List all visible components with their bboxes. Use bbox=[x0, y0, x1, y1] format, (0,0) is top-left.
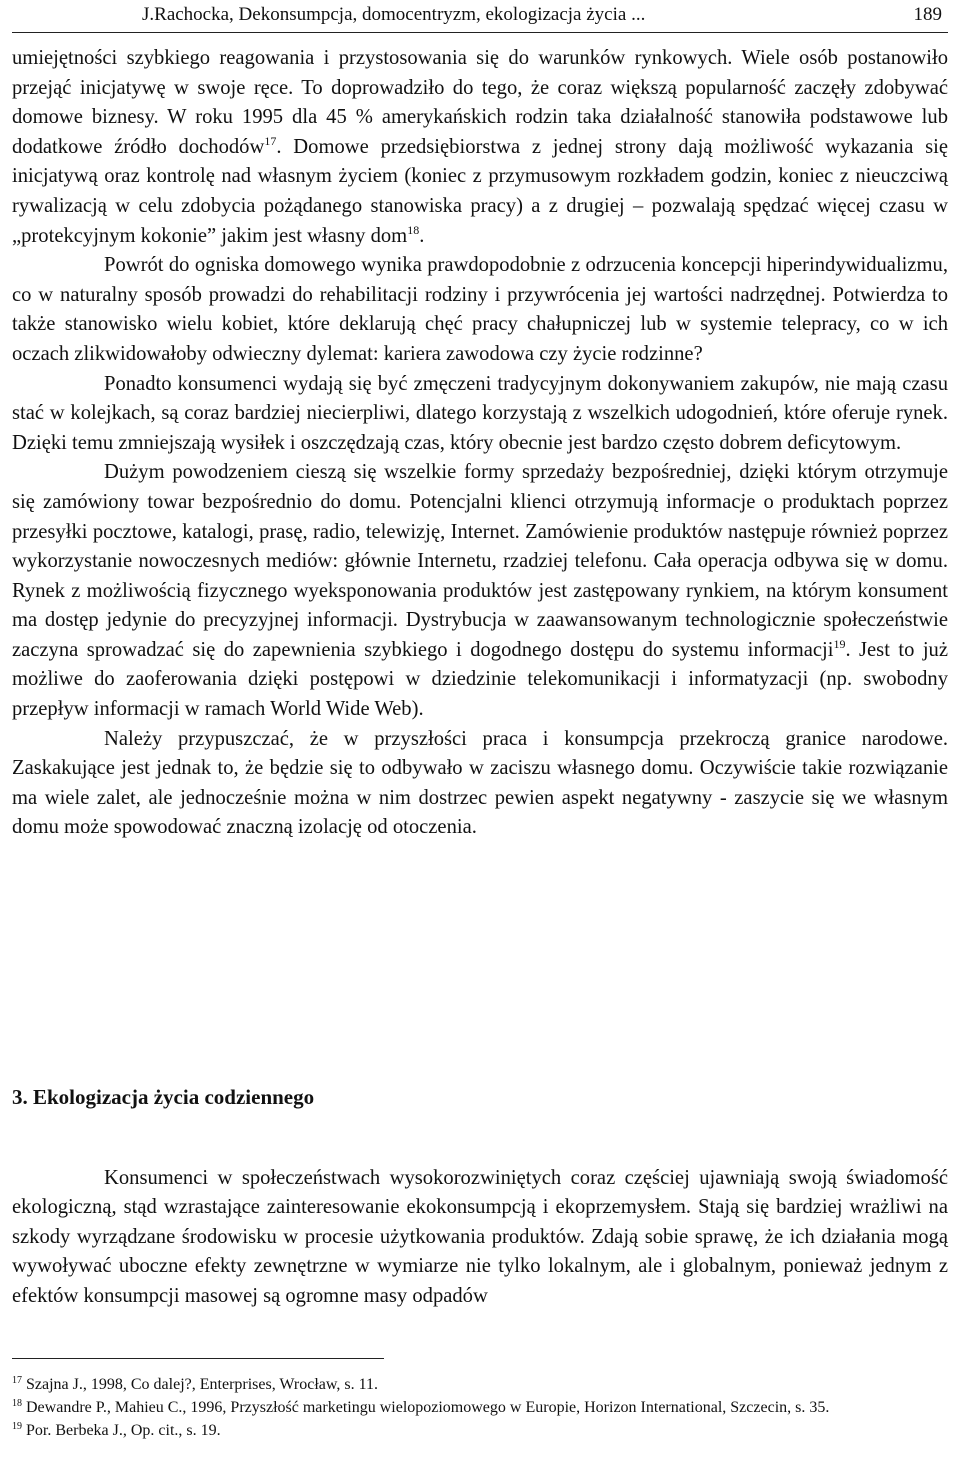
footnote-18 bbox=[12, 1397, 948, 1418]
header-title: J.Rachocka, Dekonsumpcja, domocentryzm, ekologizacja życia ... bbox=[142, 4, 646, 25]
section-body bbox=[12, 1143, 948, 1332]
body-text bbox=[12, 44, 948, 843]
footnotes bbox=[12, 1374, 948, 1443]
footnote-text: Dewandre P., Mahieu C., 1996, Przyszłość marketingu wielopoziomowego w Europie, Horizon International, Szczecin, s. 35. bbox=[26, 1399, 830, 1416]
running-header bbox=[12, 0, 948, 33]
footnote-text: Por. Berbeka J., Op. cit., s. 19. bbox=[26, 1422, 221, 1439]
section-heading: 3. Ekologizacja życia codziennego bbox=[12, 1085, 315, 1109]
footnote-19 bbox=[12, 1420, 948, 1441]
footnote-number: 19 bbox=[12, 1421, 22, 1432]
footnote-ref-17[interactable]: 17 bbox=[264, 133, 277, 148]
paragraph-4: Dużym powodzeniem cieszą się wszelkie formy sprzedaży bezpośredniej, dzięki którym otrzymuje się zamówiony towar bezpośrednio do domu. Potencjalni klienci otrzymują informacje o produktach poprzez przesyłki pocztowe, katalogi, prasę, radio, telewizję, Internet. Zamówienie produktów następuje również poprzez wykorzystanie nowoczesnych mediów: głównie Internetu, rzadziej telefonu. Cała operacja odbywa się w domu. Rynek z możliwością fizycznego wyeksponowania produktów jest zastępowany rynkiem, na którym konsument ma dostęp jedynie do precyzyjnej informacji. Dystrybucja w zaawansowanym technologicznie społeczeństwie zaczyna sprowadzać się do zapewnienia szybkiego i dogodnego dostępu do systemu informacji$^{19}$. Jest to już możliwe do zaoferowania dzięki postępowi w dziedzinie telekomunikacji i informatyzacji (np. swobodny przepływ informacji w ramach World Wide Web). bbox=[12, 461, 948, 721]
paragraph-1: umiejętności szybkiego reagowania i przystosowania się do warunków rynkowych. Wiele osób postanowiło przejąć inicjatywę w swoje ręce. To doprowadziło do tego, że coraz większą popularność zaczęły zdobywać domowe biznesy. W roku 1995 dla 45 % amerykańskich rodzin taka działalność stanowiła podstawowe lub dodatkowe źródło dochodów$^{17}$. Domowe przedsiębiorstwa z jednej strony dają możliwość wykazania się inicjatywą oraz kontrolę nad własnym życiem (koniec z przymusowym rozkładem godzin, koniec z nieuczciwą rywalizacją w celu zdobycia pożądanego stanowiska pracy) a z drugiej – pozwalają spędzać więcej czasu w „protekcyjnym kokonie” jakim jest własny dom$^{18}$. bbox=[12, 47, 948, 247]
footnote-17 bbox=[12, 1374, 948, 1395]
footnote-number: 17 bbox=[12, 1375, 22, 1386]
paragraph-2: Powrót do ogniska domowego wynika prawdopodobnie z odrzucenia koncepcji hiperindywidualizmu, co w naturalny sposób prowadzi do rehabilitacji rodziny i przywrócenia jej wartości nadrzędnej. Potwierdza to także stanowisko wielu kobiet, które deklarują chęć pracy chałupniczej lub w systemie telepracy, co w ich oczach zlikwidowałoby odwieczny dylemat: kariera zawodowa czy życie rodzinne? bbox=[12, 254, 948, 365]
footnote-text: Szajna J., 1998, Co dalej?, Enterprises, Wrocław, s. 11. bbox=[26, 1376, 379, 1393]
footnote-number: 18 bbox=[12, 1398, 22, 1409]
footnote-divider bbox=[12, 1358, 384, 1359]
paragraph-3: Ponadto konsumenci wydają się być zmęczeni tradycyjnym dokonywaniem zakupów, nie mają czasu stać w kolejkach, są coraz bardziej niecierpliwi, dlatego korzystają z wszelkich udogodnień, które oferuje rynek. Dzięki temu zmniejszają wysiłek i oszczędzają czas, który obecnie jest bardzo często dobrem deficytowym. bbox=[12, 372, 948, 454]
footnote-ref-18[interactable]: 18 bbox=[407, 222, 420, 237]
page-number: 189 bbox=[913, 4, 942, 25]
footnote-ref-19[interactable]: 19 bbox=[833, 636, 846, 651]
section-paragraph-1: Konsumenci w społeczeństwach wysokorozwiniętych coraz częściej ujawniają swoją świadomość ekologiczną, stąd wzrastające zainteresowanie ekokonsumpcją i ekoprzemysłem. Stają się bardziej wrażliwi na szkody wyrządzane środowisku w procesie użytkowania produktów. Zdają sobie sprawę, że ich działania mogą wywoływać uboczne efekty zewnętrzne w wymiarze nie tylko lokalnym, ale i globalnym, ponieważ jednym z efektów konsumpcji masowej są ogromne masy odpadów bbox=[12, 1166, 948, 1307]
paragraph-5: Należy przypuszczać, że w przyszłości praca i konsumpcja przekroczą granice narodowe. Zaskakujące jest jednak to, że będzie się to odbywało w zaciszu własnego domu. Oczywiście takie rozwiązanie ma wiele zalet, ale jednocześnie można w nim dostrzec pewien aspekt negatywny - zaszycie się we własnym domu może spowodować znaczną izolację od otoczenia. bbox=[12, 727, 948, 839]
